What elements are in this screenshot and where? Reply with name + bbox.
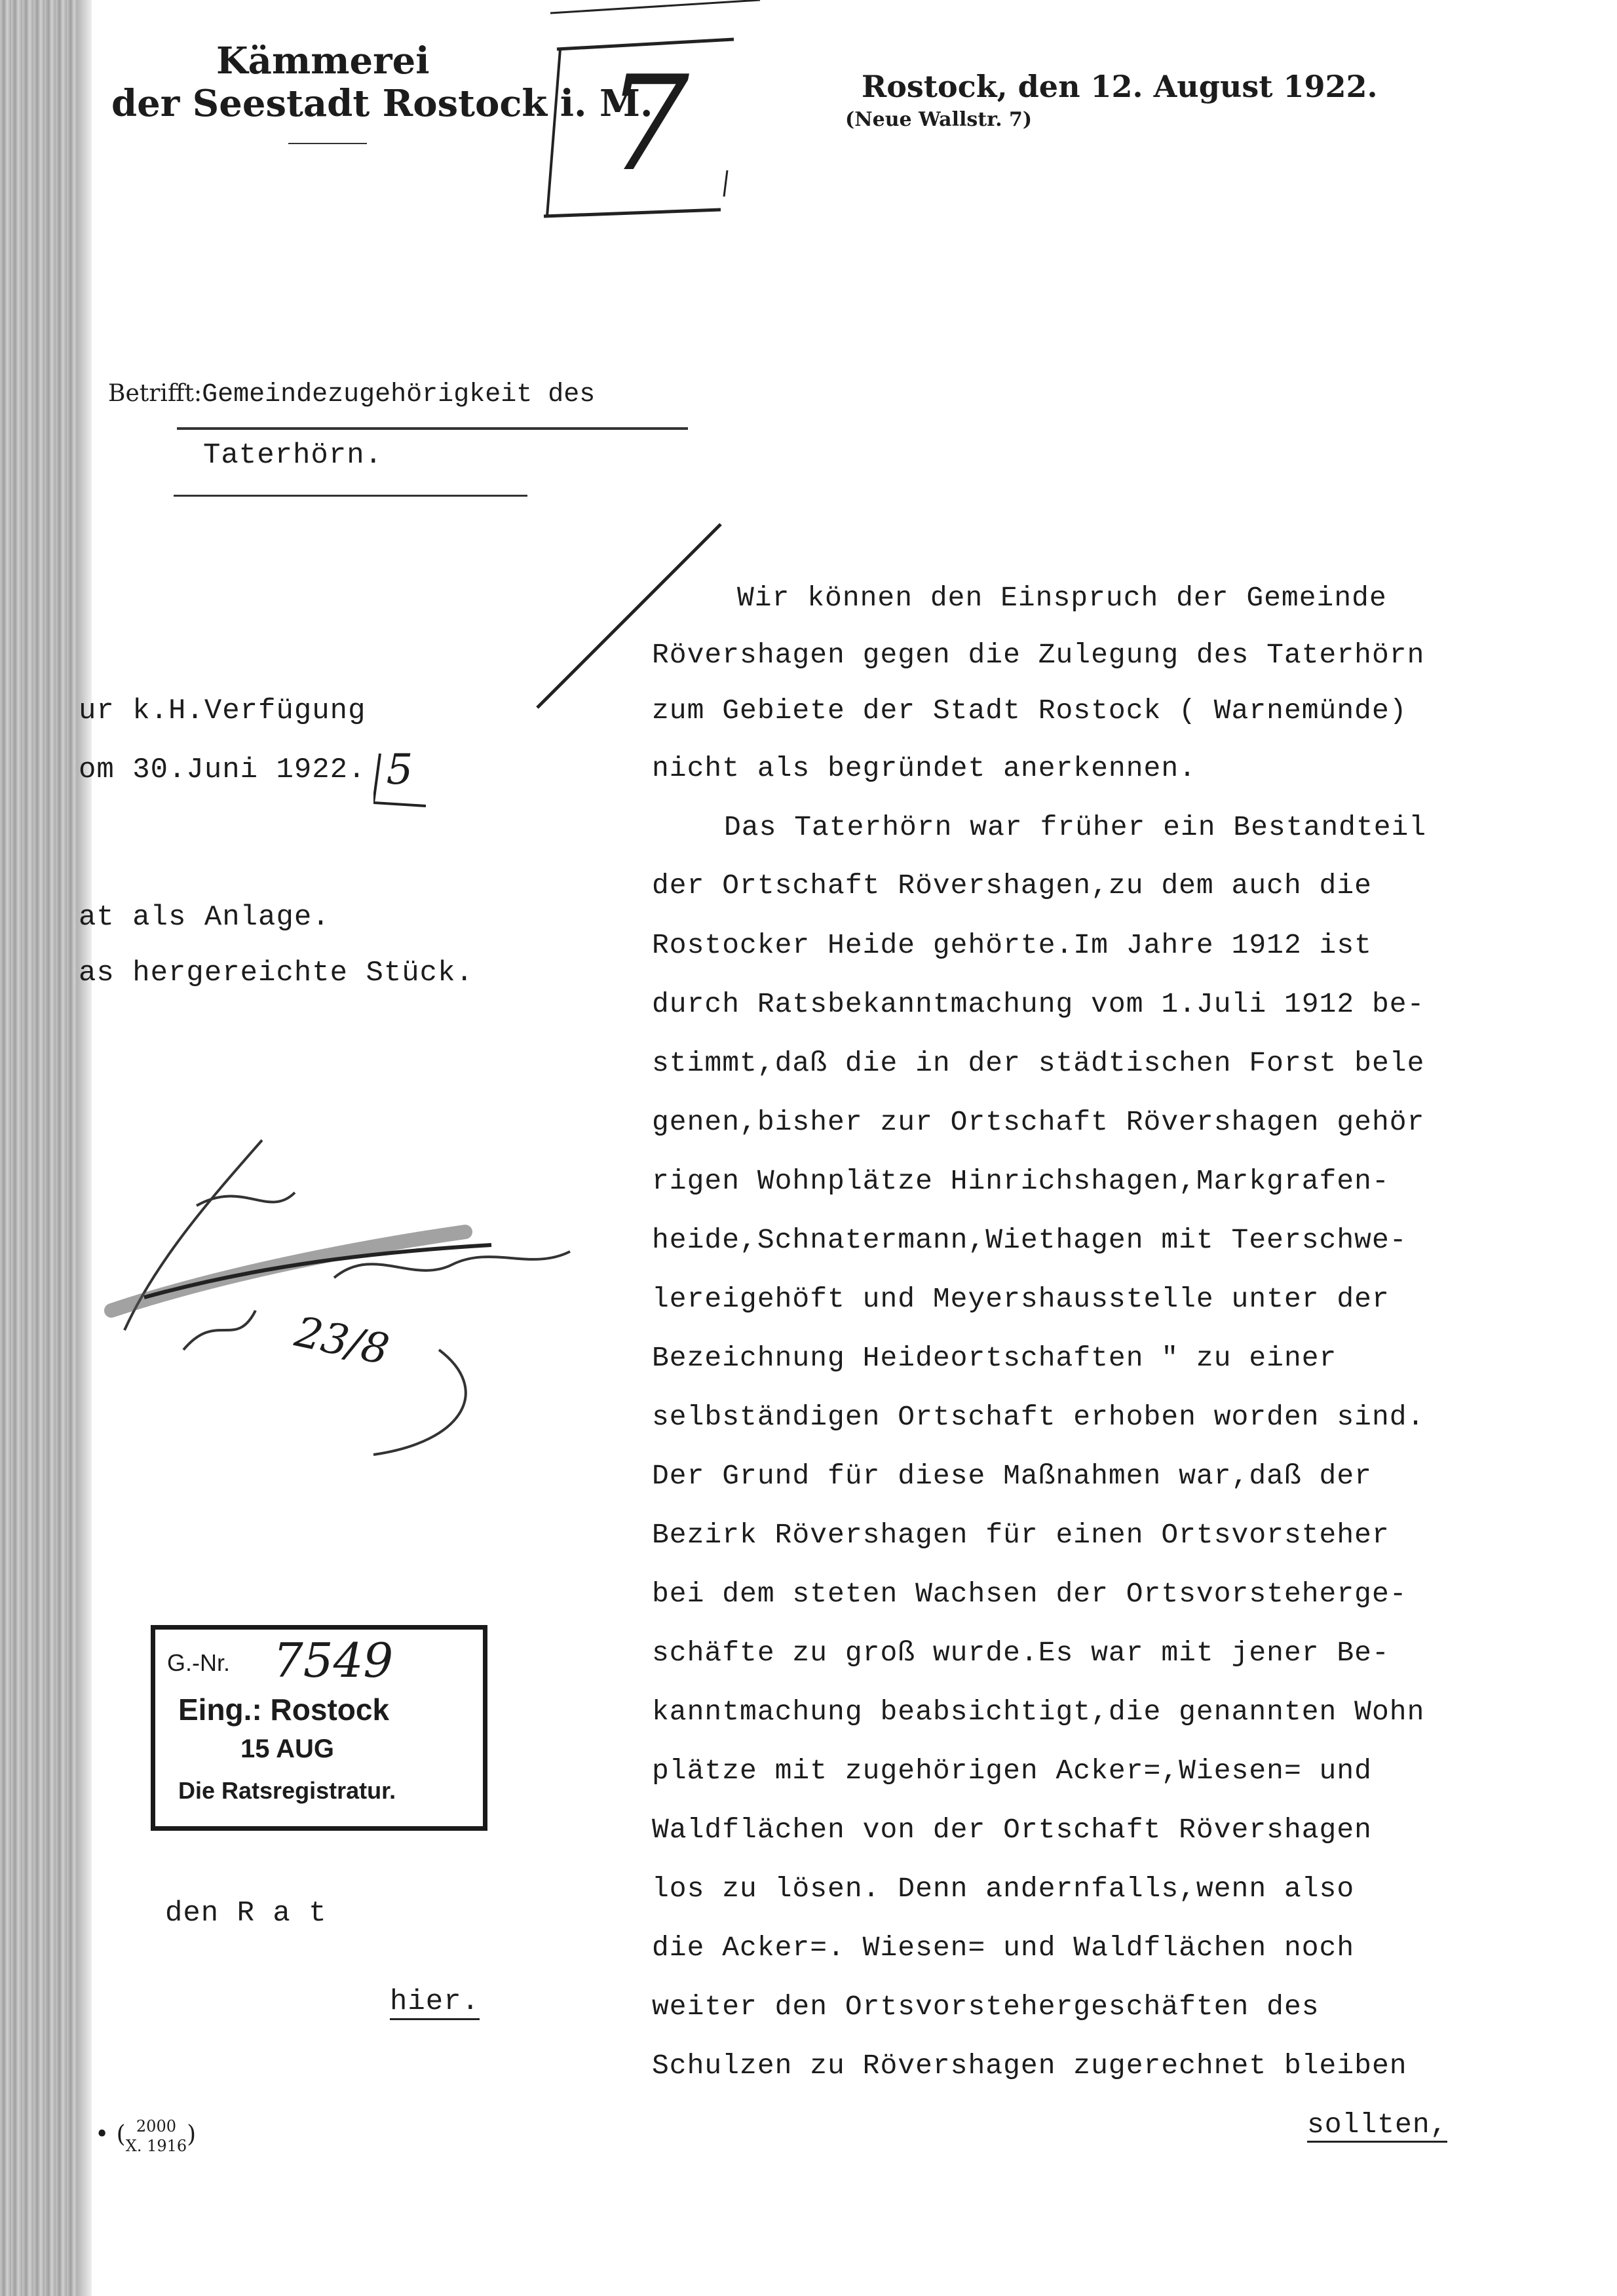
subject-underline1 xyxy=(177,427,688,430)
body-line-7: Rostocker Heide gehörte.Im Jahre 1912 ist xyxy=(652,929,1372,961)
place-date: Rostock, den 12. August 1922. xyxy=(862,69,1378,104)
subject-text1: Gemeindezugehörigkeit des xyxy=(202,380,596,410)
body-line-6: der Ortschaft Rövershagen,zu dem auch die xyxy=(652,870,1372,902)
margin-ref1: ur k.H.Verfügung xyxy=(79,695,366,727)
catchword: sollten, xyxy=(1307,2109,1447,2143)
stamp-date: 15 AUG xyxy=(240,1734,335,1763)
body-line-16: Der Grund für diese Maßnahmen war,daß der xyxy=(652,1460,1372,1492)
binding-shadow xyxy=(77,0,92,2296)
body-line-24: die Acker=. Wiesen= und Waldflächen noch xyxy=(652,1932,1355,1964)
ref-note-bracket xyxy=(373,747,432,813)
body-line-4: nicht als begründet anerkennen. xyxy=(652,752,1196,784)
registry-stamp xyxy=(151,1625,487,1831)
margin-ref-note: 5 xyxy=(386,746,413,794)
margin-ref2: om 30.Juni 1922. xyxy=(79,754,366,786)
addressee-city: hier. xyxy=(390,1985,480,2020)
stamp-received: Eing.: Rostock xyxy=(178,1693,390,1727)
body-line-17: Bezirk Rövershagen für einen Ortsvorsteher xyxy=(652,1519,1390,1551)
body-line-1: Wir können den Einspruch der Gemeinde xyxy=(737,582,1387,614)
handwritten-date-note: 23/8 xyxy=(290,1307,393,1375)
subject-line1 xyxy=(108,380,595,410)
margin-enclosure2: as hergereichte Stück. xyxy=(79,957,474,989)
body-line-21: plätze mit zugehörigen Acker=,Wiesen= und xyxy=(652,1755,1372,1787)
body-line-26: Schulzen zu Rövershagen zugerechnet bleiben xyxy=(652,2050,1407,2082)
form-code-bottom: X. 1916 xyxy=(125,2137,187,2155)
body-line-10: genen,bisher zur Ortschaft Rövershagen gehör xyxy=(652,1106,1425,1138)
body-line-5: Das Taterhörn war früher ein Bestandteil xyxy=(724,811,1427,843)
handwritten-signature xyxy=(98,1114,622,1481)
folio-number: 7 xyxy=(606,48,690,201)
form-code: • ( 2000 X. 1916) xyxy=(95,2117,197,2155)
body-line-9: stimmt,daß die in der städtischen Forst bele xyxy=(652,1047,1425,1079)
letterhead-line1: Kämmerei xyxy=(216,39,430,83)
stamp-gnr-value: 7549 xyxy=(273,1633,394,1688)
body-line-13: lereigehöft und Meyershausstelle unter der xyxy=(652,1283,1390,1315)
margin-enclosure1: at als Anlage. xyxy=(79,901,330,934)
body-line-15: selbständigen Ortschaft erhoben worden sind. xyxy=(652,1401,1425,1433)
letterhead-divider xyxy=(288,143,367,144)
stamp-registry: Die Ratsregistratur. xyxy=(178,1777,396,1804)
body-line-18: bei dem steten Wachsen der Ortsvorstehergе- xyxy=(652,1578,1407,1610)
body-line-14: Bezeichnung Heideortschaften " zu einer xyxy=(652,1342,1337,1374)
body-line-12: heide,Schnatermann,Wiethagen mit Teerschwe- xyxy=(652,1224,1407,1256)
binding-spine xyxy=(0,0,77,2296)
body-line-2: Rövershagen gegen die Zulegung des Taterhörn xyxy=(652,639,1425,671)
body-line-20: kanntmachung beabsichtigt,die genannten Wohn xyxy=(652,1696,1425,1728)
body-line-19: schäfte zu groß wurde.Es war mit jener Be- xyxy=(652,1637,1390,1669)
body-line-3: zum Gebiete der Stadt Rostock ( Warnemünde) xyxy=(652,695,1407,727)
letterhead-address: (Neue Wallstr. 7) xyxy=(845,108,1033,131)
form-code-top: 2000 xyxy=(136,2117,176,2135)
body-line-11: rigen Wohnplätze Hinrichshagen,Markgrafen- xyxy=(652,1165,1390,1197)
body-line-23: los zu lösen. Denn andernfalls,wenn also xyxy=(652,1873,1355,1905)
letterhead-line2: der Seestadt Rostock i. M. xyxy=(111,82,653,125)
body-line-22: Waldflächen von der Ortschaft Rövershagen xyxy=(652,1814,1372,1846)
diagonal-stroke xyxy=(524,511,734,721)
body-line-8: durch Ratsbekanntmachung vom 1.Juli 1912 be- xyxy=(652,988,1425,1020)
stamp-gnr-label: G.-Nr. xyxy=(167,1649,230,1676)
body-line-25: weiter den Ortsvorstehergeschäften des xyxy=(652,1991,1320,2023)
subject-underline2 xyxy=(174,495,527,497)
subject-text2: Taterhörn. xyxy=(203,439,383,472)
addressee: den R a t xyxy=(165,1897,327,1930)
subject-label: Betrifft: xyxy=(108,380,202,407)
